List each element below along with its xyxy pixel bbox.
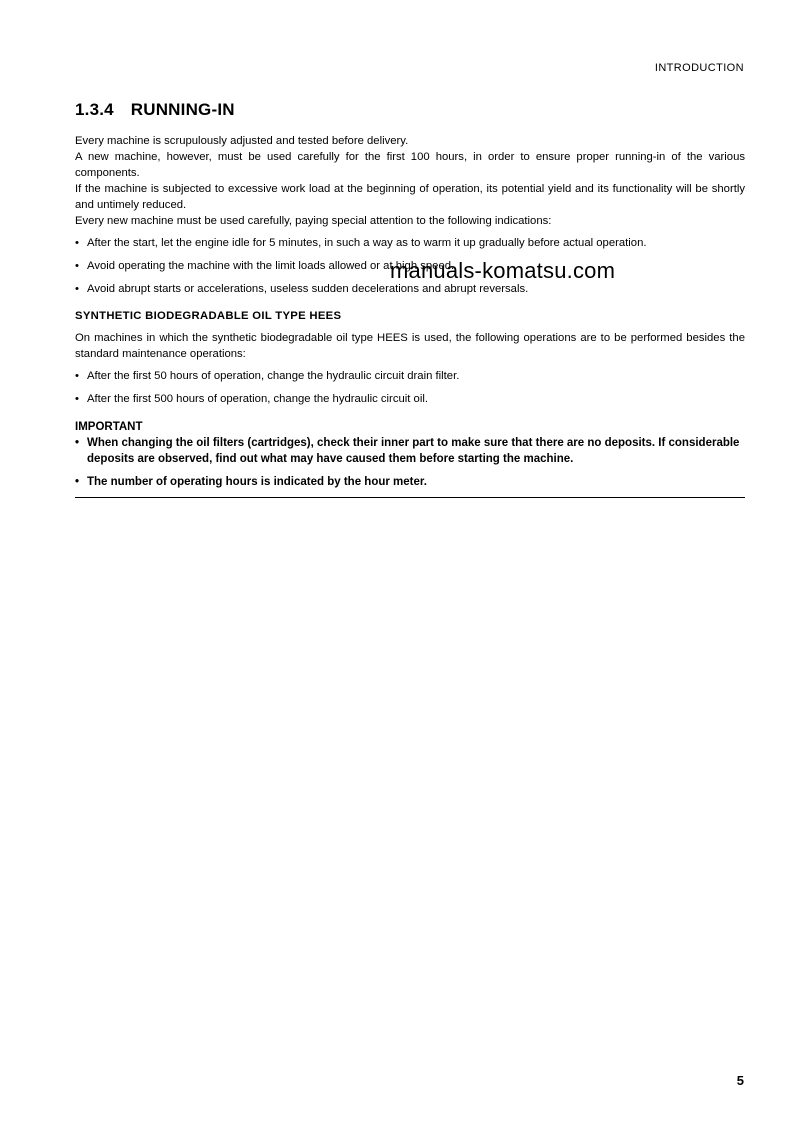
section-divider	[75, 497, 745, 498]
page-content	[75, 100, 745, 498]
bullet-icon: •	[75, 260, 79, 272]
section-title	[75, 100, 745, 120]
list-item: • After the first 50 hours of operation, change the hydraulic circuit drain filter.	[75, 370, 460, 382]
hees-list	[75, 368, 745, 407]
list-item: • The number of operating hours is indicated by the hour meter.	[75, 476, 427, 488]
list-item: • Avoid operating the machine with the limit loads allowed or at high speed.	[75, 260, 455, 272]
bullet-icon: •	[75, 237, 79, 249]
page-number: 5	[736, 1073, 744, 1088]
list-item: • When changing the oil filters (cartridges), check their inner part to make sure that there are no deposits. If considerable deposits are observed, find out what may have caused them before starting the machine.	[75, 437, 740, 465]
hees-intro: On machines in which the synthetic biodegradable oil type HEES is used, the following operations are to be performed besides the standard maintenance operations:	[75, 332, 745, 360]
bullet-icon: •	[75, 283, 79, 295]
intro-paragraph-1: Every machine is scrupulously adjusted and tested before delivery.	[75, 135, 409, 147]
important-list	[75, 435, 745, 490]
bullet-icon: •	[75, 370, 79, 382]
list-item: • Avoid abrupt starts or accelerations, useless sudden decelerations and abrupt reversals.	[75, 283, 529, 295]
intro-paragraph-3: If the machine is subjected to excessive work load at the beginning of operation, its potential yield and its functionality will be shortly and untimely reduced.	[75, 183, 745, 211]
intro-paragraph-2: A new machine, however, must be used carefully for the first 100 hours, in order to ensure proper running-in of the various components.	[75, 151, 745, 179]
bullet-icon: •	[75, 437, 80, 449]
section-title-text: RUNNING-IN	[130, 100, 235, 119]
list-item: • After the start, let the engine idle for 5 minutes, in such a way as to warm it up gradually before actual operation.	[75, 237, 647, 249]
bullet-icon: •	[75, 393, 79, 405]
intro-paragraph-4: Every new machine must be used carefully, paying special attention to the following indications:	[75, 215, 552, 227]
watermark: manuals-komatsu.com	[390, 258, 616, 283]
important-title: IMPORTANT	[75, 421, 143, 433]
section-number: 1.3.4	[75, 100, 114, 119]
hees-heading: SYNTHETIC BIODEGRADABLE OIL TYPE HEES	[75, 310, 342, 322]
bullet-icon: •	[75, 476, 80, 488]
running-header: INTRODUCTION	[654, 62, 744, 74]
list-item: • After the first 500 hours of operation, change the hydraulic circuit oil.	[75, 393, 428, 405]
